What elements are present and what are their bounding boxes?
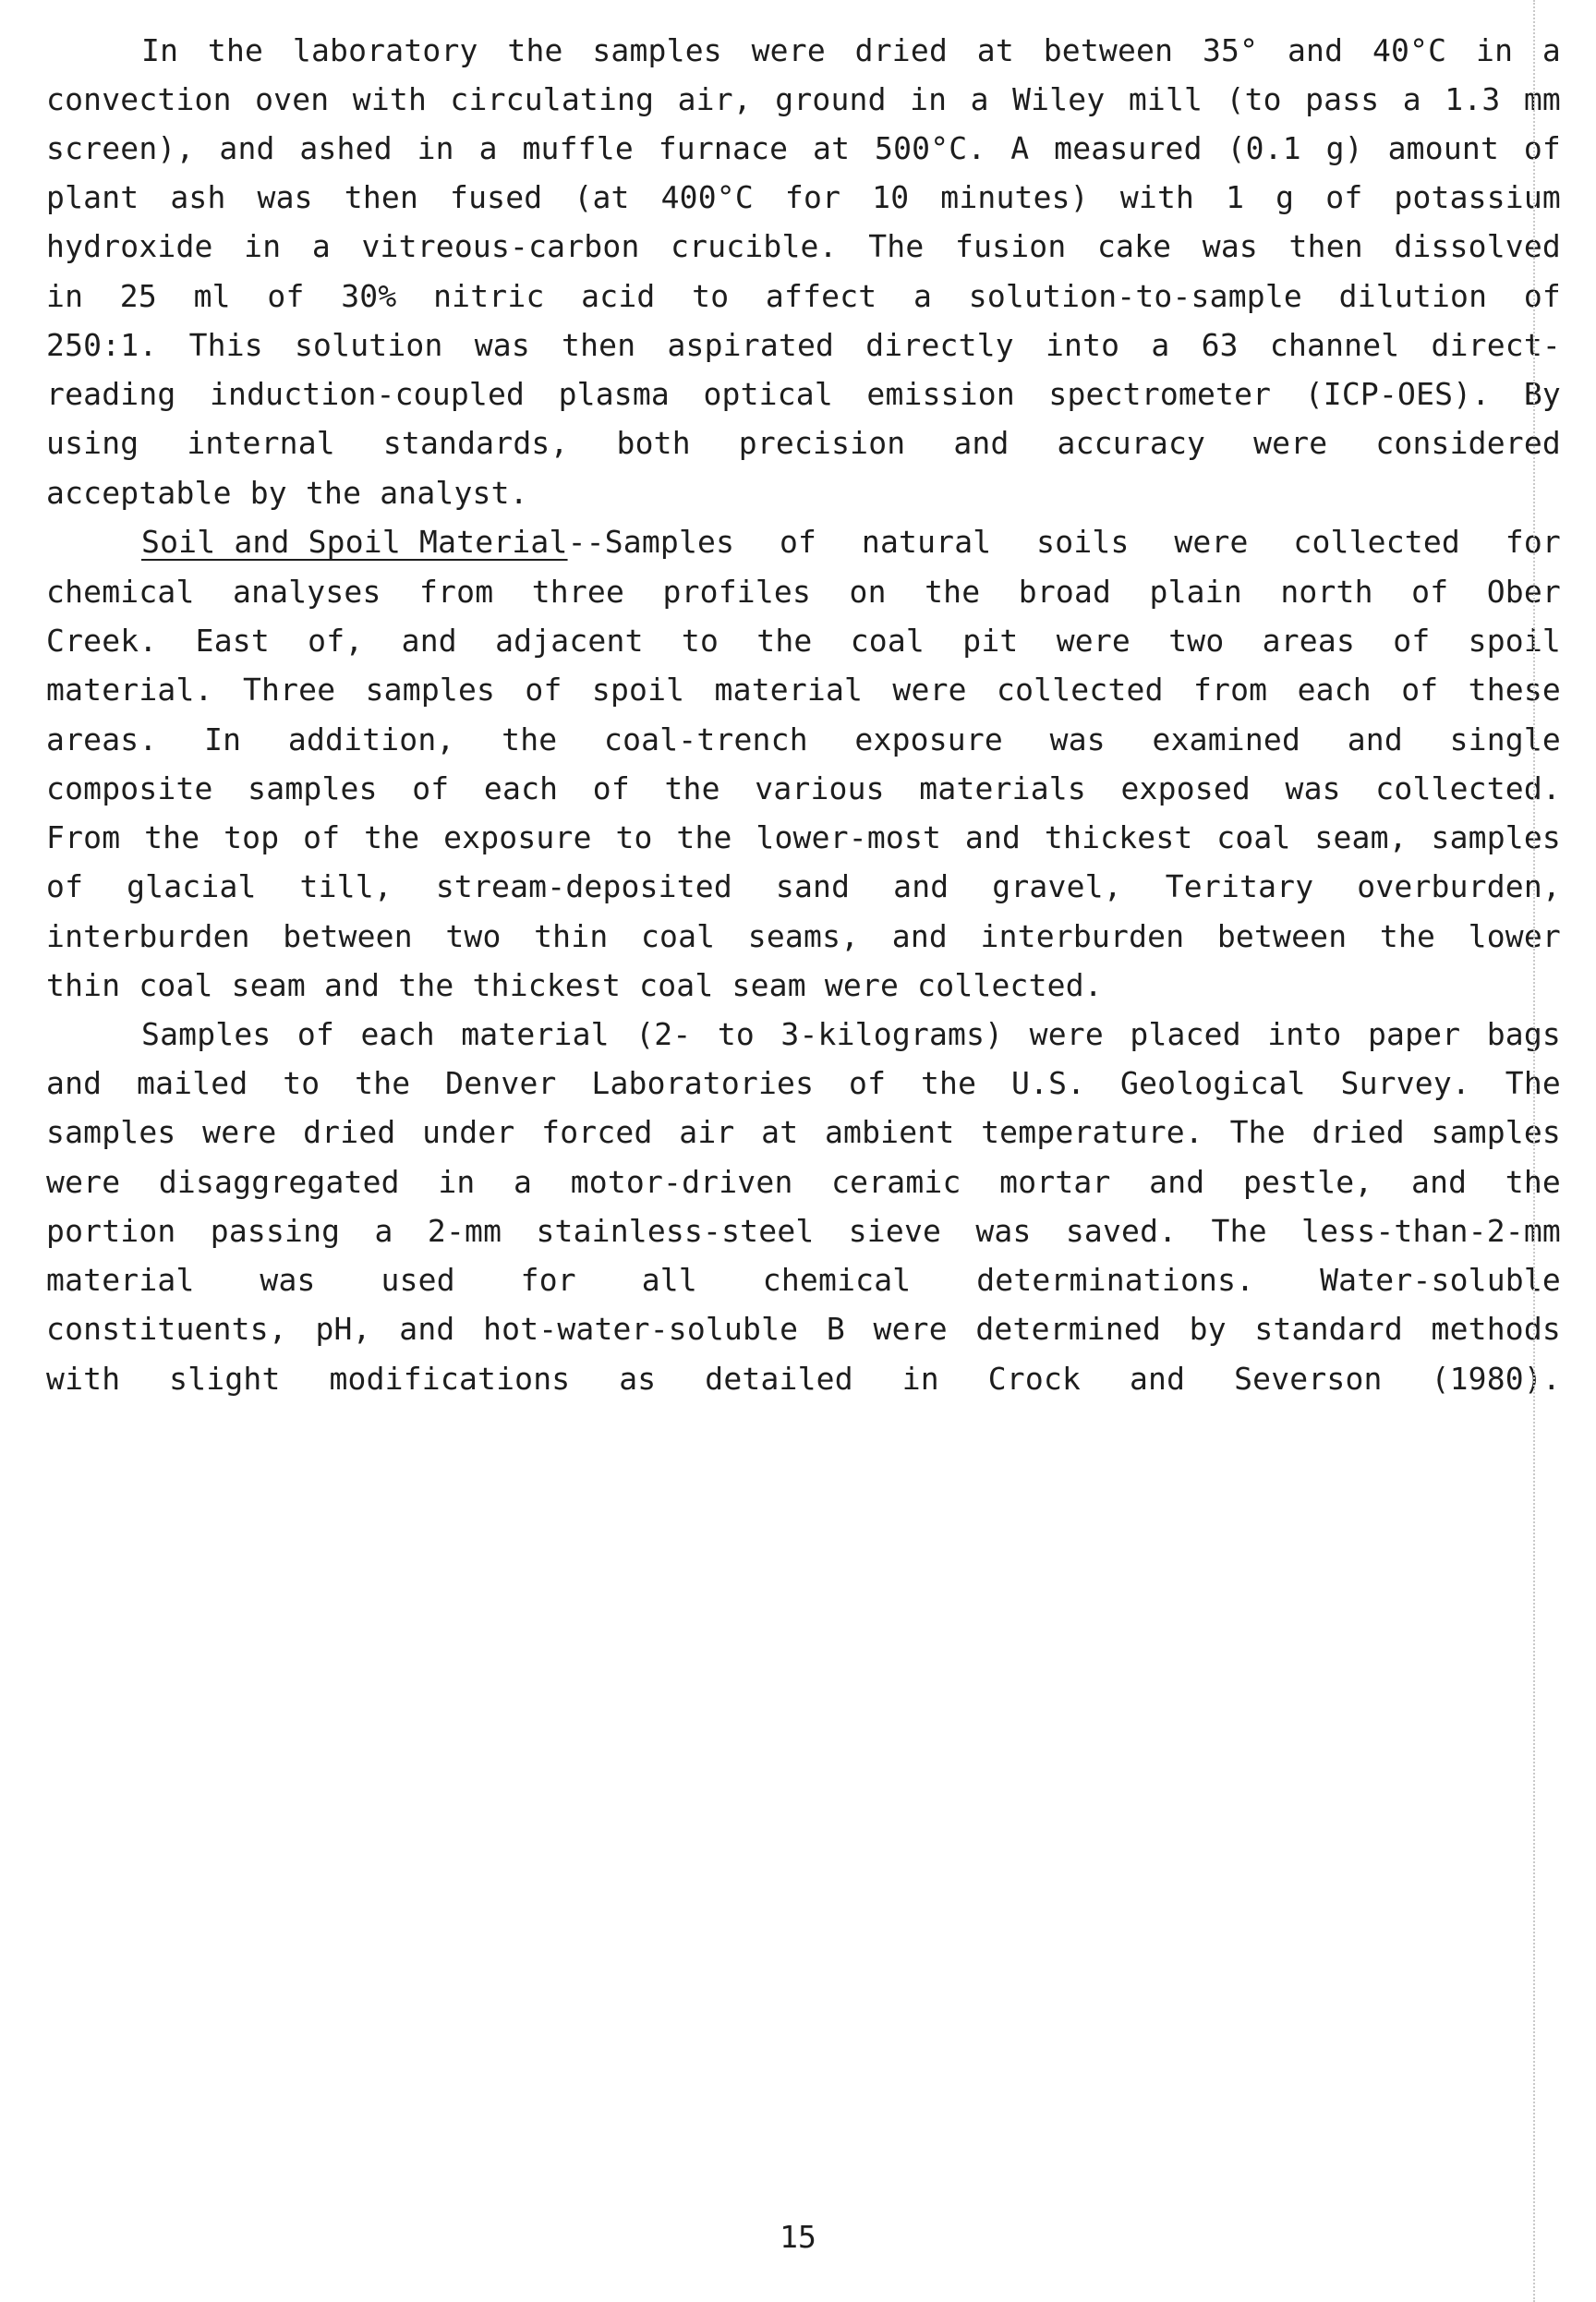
paragraph-2-line-8: of glacial till, stream-deposited sand and gravel, Teritary overburden, [46,868,1561,904]
paragraph-3-line-5: portion passing a 2-mm stainless-steel sieve was saved. The less-than-2-mm [46,1213,1561,1249]
paragraph-2-line-6: composite samples of each of the various materials exposed was collected. [46,770,1561,806]
paragraph-1-line-5: hydroxide in a vitreous-carbon crucible. The fusion cake was then dissolved [46,228,1561,264]
paragraph-3-line-3: samples were dried under forced air at ambient temperature. The dried samples [46,1114,1561,1150]
paragraph-3-line-8: with slight modifications as detailed in Crock and Severson (1980). [46,1361,1561,1397]
paragraph-3-line-1: Samples of each material (2- to 3-kilograms) were placed into paper bags [141,1016,1561,1052]
paragraph-3-line-7: constituents, pH, and hot-water-soluble B were determined by standard methods [46,1311,1561,1347]
paragraph-1-line-6: in 25 ml of 30% nitric acid to affect a solution-to-sample dilution of [46,278,1561,314]
paragraph-1-line-1: In the laboratory the samples were dried at between 35° and 40°C in a [141,32,1561,68]
section-heading: Soil and Spoil Material [141,524,568,560]
paragraph-2-line-4: material. Three samples of spoil material were collected from each of these [46,672,1561,708]
paragraph-1-line-8: reading induction-coupled plasma optical emission spectrometer (ICP-OES). By [46,376,1561,412]
paragraph-1-line-4: plant ash was then fused (at 400°C for 10 minutes) with 1 g of potassium [46,179,1561,215]
paragraph-1-line-9: using internal standards, both precision and accuracy were considered [46,425,1561,461]
paragraph-1-line-3: screen), and ashed in a muffle furnace at 500°C. A measured (0.1 g) amount of [46,130,1561,166]
paragraph-2-line-9: interburden between two thin coal seams, and interburden between the lower [46,918,1561,954]
paragraph-1-line-2: convection oven with circulating air, ground in a Wiley mill (to pass a 1.3 mm [46,81,1561,117]
paragraph-1-line-10: acceptable by the analyst. [46,475,528,511]
paragraph-2-line-2: chemical analyses from three profiles on the broad plain north of Ober [46,574,1561,610]
paragraph-2-line-7: From the top of the exposure to the lower-most and thickest coal seam, samples [46,819,1561,855]
paragraph-3-line-4: were disaggregated in a motor-driven ceramic mortar and pestle, and the [46,1164,1561,1200]
page-number: 15 [780,2219,816,2255]
margin-rule [1533,0,1535,2302]
paragraph-2-line-3: Creek. East of, and adjacent to the coal pit were two areas of spoil [46,623,1561,659]
paragraph-2-line-5: areas. In addition, the coal-trench exposure was examined and single [46,721,1561,757]
paragraph-2-line-1 [141,515,1561,570]
paragraph-1-line-7: 250:1. This solution was then aspirated directly into a 63 channel direct- [46,327,1561,363]
paragraph-2-line-1-text: --Samples of natural soils were collected for [567,524,1561,560]
paragraph-2-line-10: thin coal seam and the thickest coal seam were collected. [46,967,1103,1003]
paragraph-3-line-2: and mailed to the Denver Laboratories of the U.S. Geological Survey. The [46,1065,1561,1101]
paragraph-3-line-6: material was used for all chemical determinations. Water-soluble [46,1262,1561,1298]
